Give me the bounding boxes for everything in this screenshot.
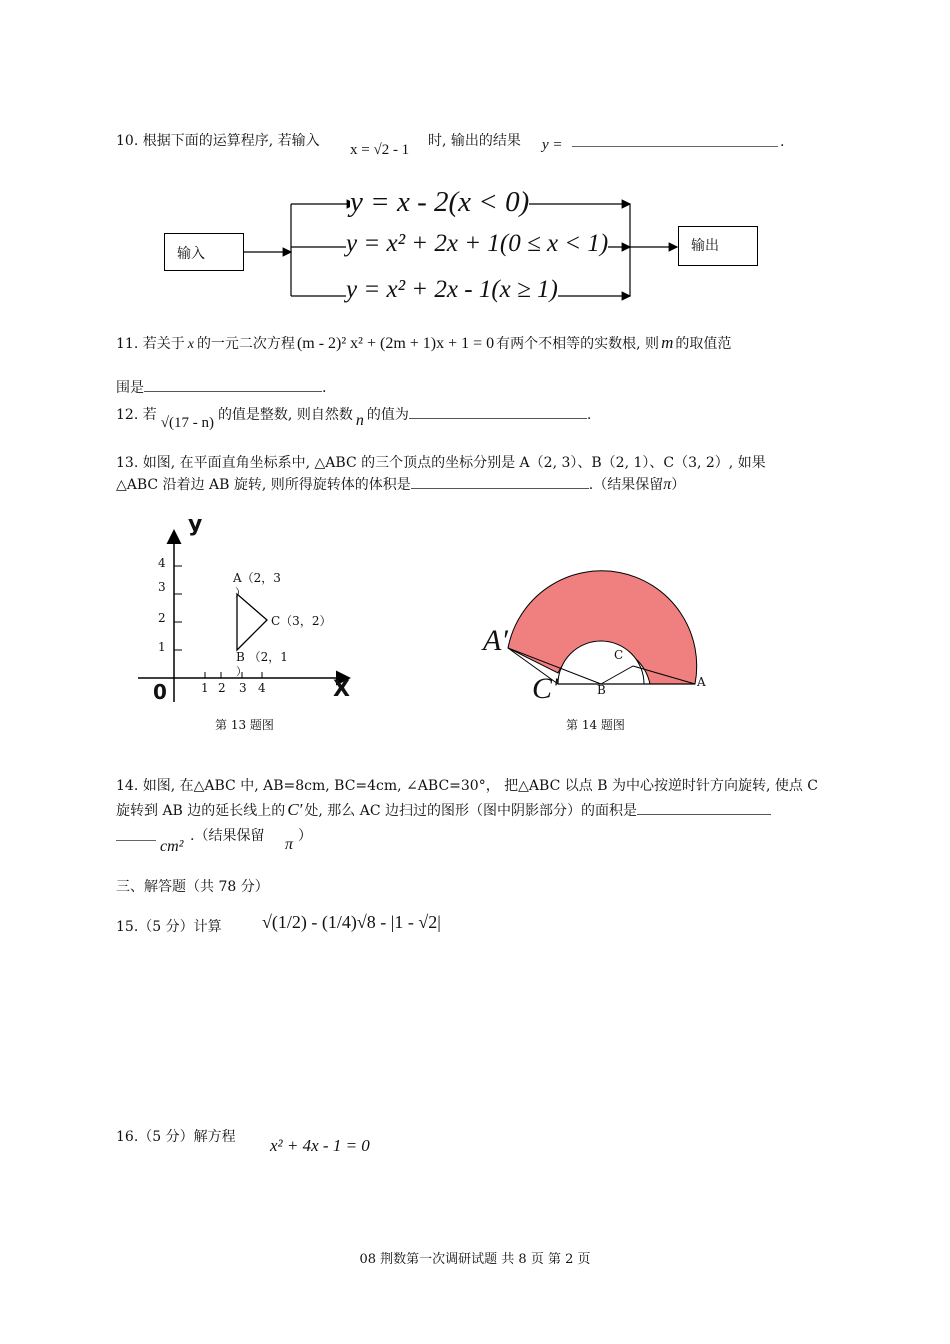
q14-figure <box>480 560 720 700</box>
q13-ytick-3: 3 <box>158 580 166 594</box>
q13-ytick-1: 1 <box>158 640 166 654</box>
q10-input-formula: x = √2 - 1 <box>350 142 410 158</box>
page-footer: 08 荆数第一次调研试题 共 8 页 第 2 页 <box>359 1252 591 1267</box>
q13-xtick-4: 4 <box>258 681 266 695</box>
q14-label-C: C <box>614 648 624 662</box>
q10-text: 10. 根据下面的运算程序, 若输入 <box>116 133 320 149</box>
q13-line2: △ABC 沿着边 AB 旋转, 则所得旋转体的体积是 .（结果保留π） <box>116 476 686 493</box>
q16-label: 16.（5 分）解方程 <box>116 1129 236 1145</box>
q13-xtick-2: 2 <box>218 681 226 695</box>
q14-label-C-prime: C′ <box>532 672 559 705</box>
q13-line1: 13. 如图, 在平面直角坐标系中, △ABC 的三个顶点的坐标分别是 A（2, 3）、B（2, 1）、C（3, 2）, 如果 <box>116 455 766 471</box>
q12-line: 12. 若 √(17 - n) 的值是整数, 则自然数 n 的值为 . <box>116 407 592 431</box>
q12-answer-blank <box>409 406 587 419</box>
flow-input-box: 输入 <box>164 233 244 271</box>
q14-pi: π <box>285 836 294 853</box>
q14-answer-blank-cont <box>116 840 156 841</box>
section-3-title: 三、解答题（共 78 分） <box>116 879 269 895</box>
q13-triangle <box>237 594 267 650</box>
q10-out-var: y = <box>542 137 563 153</box>
q11-line1: 11. 若关于 x 的一元二次方程 (m - 2)² x² + (2m + 1)x + 1 = 0 有两个不相等的实数根, 则 m 的取值范 <box>116 333 732 352</box>
q13-ytick-2: 2 <box>158 611 166 625</box>
flow-output-box: 输出 <box>678 226 758 266</box>
q10-mid: 时, 输出的结果 <box>428 133 521 149</box>
q10-answer-blank <box>572 146 778 147</box>
q10-end: . <box>780 134 785 150</box>
q13-caption: 第 13 题图 <box>215 718 274 732</box>
q15-formula: √(1/2) - (1/4)√8 - |1 - √2| <box>262 912 441 932</box>
q15-label: 15.（5 分）计算 <box>116 919 222 935</box>
q14-close: ） <box>298 828 312 844</box>
q13-origin: 0 <box>153 680 167 704</box>
q14-answer-blank <box>637 802 771 815</box>
q14-unit: cm² <box>160 838 184 855</box>
q11-answer-blank <box>144 379 322 392</box>
q14-label-B: B <box>597 683 606 697</box>
q13-xtick-1: 1 <box>201 681 209 695</box>
flow-branch-1: y = x - 2(x < 0) <box>350 186 530 218</box>
q13-answer-blank <box>411 476 589 489</box>
q11-line2: 围是 . <box>116 380 327 396</box>
q14-caption: 第 14 题图 <box>566 718 625 732</box>
q14-label-A-prime: A′ <box>483 624 508 657</box>
q13-label-C: C（3，2） <box>271 614 332 628</box>
flow-branch-3: y = x² + 2x - 1(x ≥ 1) <box>346 276 558 303</box>
q14-line3: .（结果保留 <box>190 828 265 844</box>
q14-line1: 14. 如图, 在△ABC 中, AB=8cm, BC=4cm, ∠ABC=30°， 把△ABC 以点 B 为中心按逆时针方向旋转, 使点 C <box>116 778 819 794</box>
q13-xtick-3: 3 <box>239 681 247 695</box>
flow-branch-2: y = x² + 2x + 1(0 ≤ x < 1) <box>346 230 609 257</box>
q13-y-label: y <box>188 512 203 537</box>
q14-line2: 旋转到 AB 边的延长线上的 C′ 处, 那么 AC 边扫过的图形（图中阴影部分）的面积是 <box>116 800 771 820</box>
q13-label-B-close: ） <box>236 665 247 678</box>
q13-label-B: B （2，1 <box>236 650 288 664</box>
q13-label-A: A（2，3 <box>233 571 281 585</box>
q16-formula: x² + 4x - 1 = 0 <box>270 1136 370 1155</box>
q13-label-A-close: ） <box>235 586 246 599</box>
q14-label-A: A <box>697 675 706 689</box>
q13-ytick-4: 4 <box>158 556 166 570</box>
q13-x-label: X <box>333 677 350 702</box>
